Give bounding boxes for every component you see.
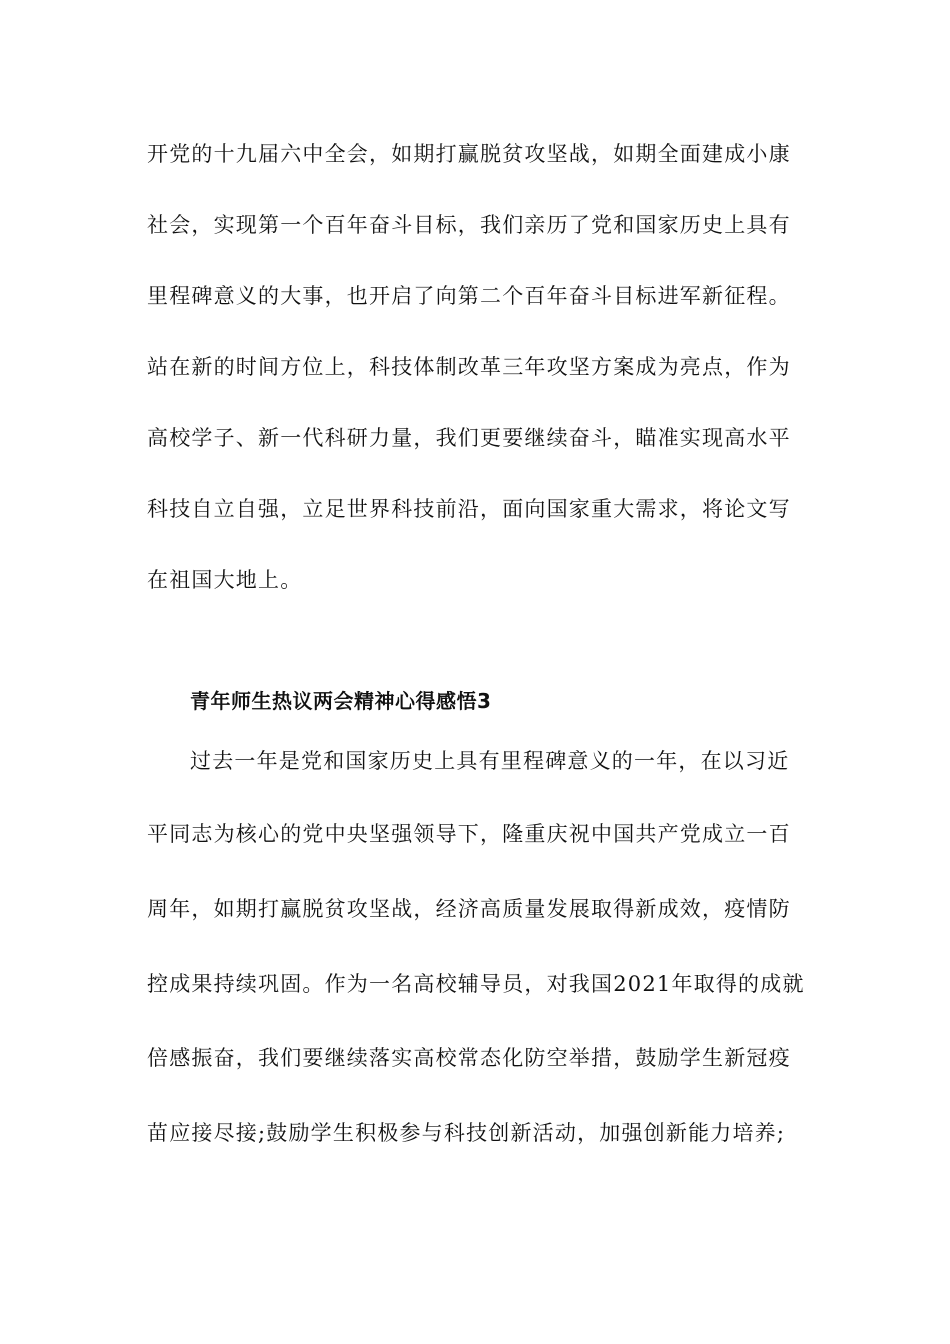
paragraph-line: 社会，实现第一个百年奋斗目标，我们亲历了党和国家历史上具有 bbox=[147, 213, 791, 237]
paragraph-line: 站在新的时间方位上，科技体制改革三年攻坚方案成为亮点，作为 bbox=[147, 355, 791, 379]
paragraph-line: 倍感振奋，我们要继续落实高校常态化防空举措，鼓励学生新冠疫 bbox=[147, 1046, 791, 1070]
paragraph-line: 开党的十九届六中全会，如期打赢脱贫攻坚战，如期全面建成小康 bbox=[147, 142, 791, 166]
paragraph-line: 里程碑意义的大事，也开启了向第二个百年奋斗目标进军新征程。 bbox=[147, 284, 791, 308]
paragraph-line: 平同志为核心的党中央坚强领导下，隆重庆祝中国共产党成立一百 bbox=[147, 822, 791, 846]
paragraph-line: 苗应接尽接;鼓励学生积极参与科技创新活动，加强创新能力培养; bbox=[147, 1121, 786, 1145]
paragraph-line: 科技自立自强，立足世界科技前沿，面向国家重大需求，将论文写 bbox=[147, 497, 791, 521]
section-heading: 青年师生热议两会精神心得感悟3 bbox=[190, 689, 492, 713]
paragraph-line: 周年，如期打赢脱贫攻坚战，经济高质量发展取得新成效，疫情防 bbox=[147, 897, 791, 921]
paragraph-line: 过去一年是党和国家历史上具有里程碑意义的一年，在以习近 bbox=[190, 749, 790, 773]
paragraph-line: 高校学子、新一代科研力量，我们更要继续奋斗，瞄准实现高水平 bbox=[147, 426, 791, 450]
paragraph-line: 控成果持续巩固。作为一名高校辅导员，对我国2021年取得的成就 bbox=[147, 972, 805, 996]
paragraph-line: 在祖国大地上。 bbox=[147, 568, 303, 592]
